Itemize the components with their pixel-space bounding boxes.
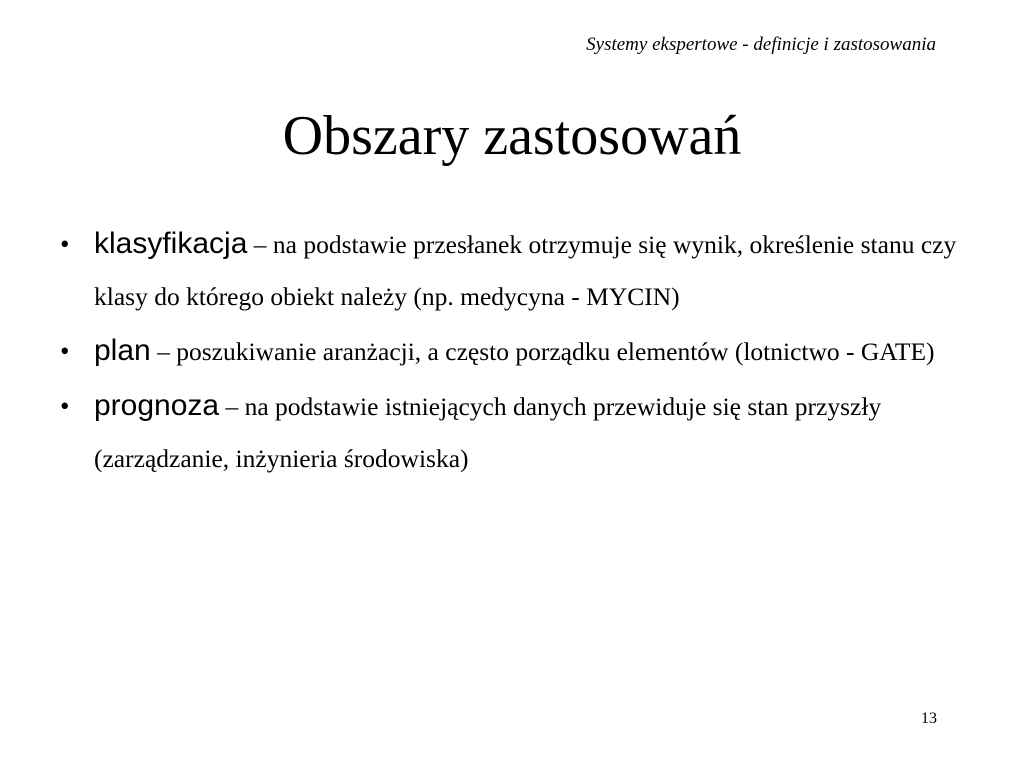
bullet-dash: – bbox=[150, 337, 177, 366]
bullet-term: klasyfikacja bbox=[94, 227, 248, 260]
bullet-list bbox=[60, 218, 960, 487]
bullet-term: plan bbox=[94, 334, 151, 367]
bullet-text: na podstawie istniejących danych przewiduje się stan przyszły (zarządzanie, inżynieria środowiska) bbox=[94, 392, 882, 473]
bullet-item-prognoza bbox=[60, 380, 960, 485]
bullet-dash: – bbox=[247, 230, 273, 259]
bullet-text: na podstawie przesłanek otrzymuje się wynik, określenie stanu czy klasy do którego obiekt należy (np. medycyna - MYCIN) bbox=[94, 230, 957, 311]
bullet-dash: – bbox=[219, 392, 245, 421]
bullet-dot-icon: • bbox=[60, 336, 70, 366]
bullet-term: prognoza bbox=[94, 389, 220, 422]
bullet-dot-icon: • bbox=[60, 391, 70, 421]
slide-header: Systemy ekspertowe - definicje i zastosowania bbox=[586, 34, 936, 55]
bullet-dot-icon: • bbox=[60, 229, 70, 259]
bullet-item-plan bbox=[60, 325, 960, 378]
bullet-item-klasyfikacja bbox=[60, 218, 960, 323]
page-number: 13 bbox=[921, 710, 937, 727]
slide-title: Obszary zastosowań bbox=[282, 105, 742, 167]
bullet-text: poszukiwanie aranżacji, a często porządku elementów (lotnictwo - GATE) bbox=[176, 337, 935, 366]
